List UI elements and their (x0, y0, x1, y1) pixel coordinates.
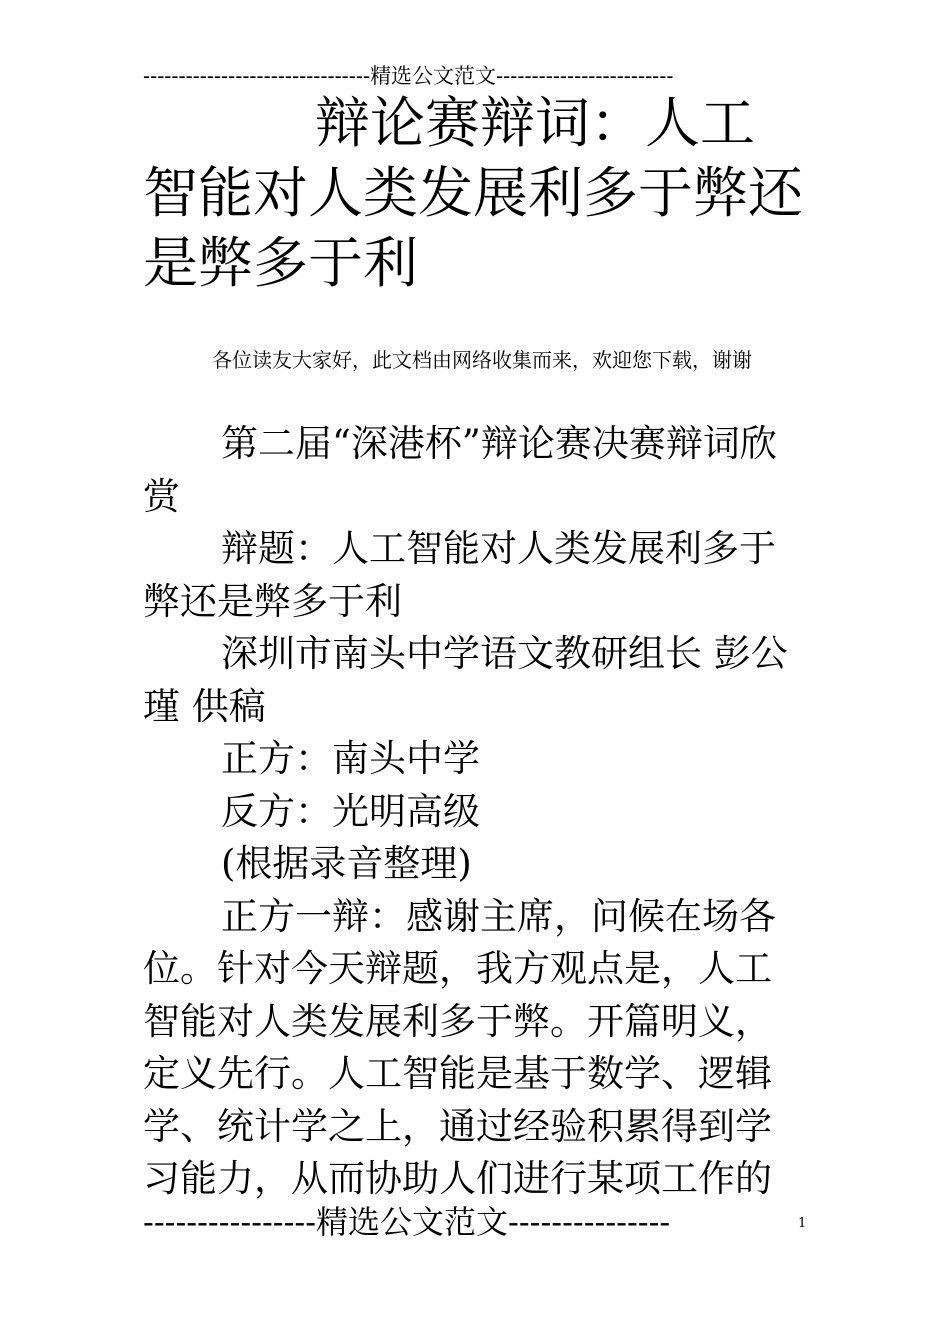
paragraph-author: 深圳市南头中学语文教研组长 彭公瑾 供稿 (143, 632, 788, 728)
document-body (143, 418, 808, 1206)
page-number: 1 (798, 1216, 807, 1231)
paragraph-topic: 辩题：人工智能对人类发展利多于弊还是弊多于利 (143, 527, 776, 623)
greeting-text: 各位读友大家好，此文档由网络收集而来，欢迎您下载，谢谢 (212, 348, 752, 372)
document-title: 辩论赛辩词：人工智能对人类发展利多于弊还是弊多于利 (143, 91, 804, 295)
paragraph-first-speech: 正方一辩：感谢主席，问候在场各位。针对今天辩题，我方观点是，人工智能对人类发展利多于弊。开篇明义，定义先行。人工智能是基于数学、逻辑学、统计学之上，通过经验积累得到学习能力，从而协助人们进行某项工作的 (143, 894, 776, 1200)
paragraph-event: 第二届“深港杯”辩论赛决赛辩词欣赏 (143, 422, 777, 518)
paragraph-note: (根据录音整理) (221, 842, 472, 885)
page-header: --------------------------------精选公文范文------------------------- (143, 64, 674, 88)
paragraph-affirmative: 正方：南头中学 (221, 737, 480, 780)
paragraph-negative: 反方：光明高级 (221, 789, 480, 833)
page-footer: ----------------精选公文范文--------------- (143, 1203, 671, 1241)
